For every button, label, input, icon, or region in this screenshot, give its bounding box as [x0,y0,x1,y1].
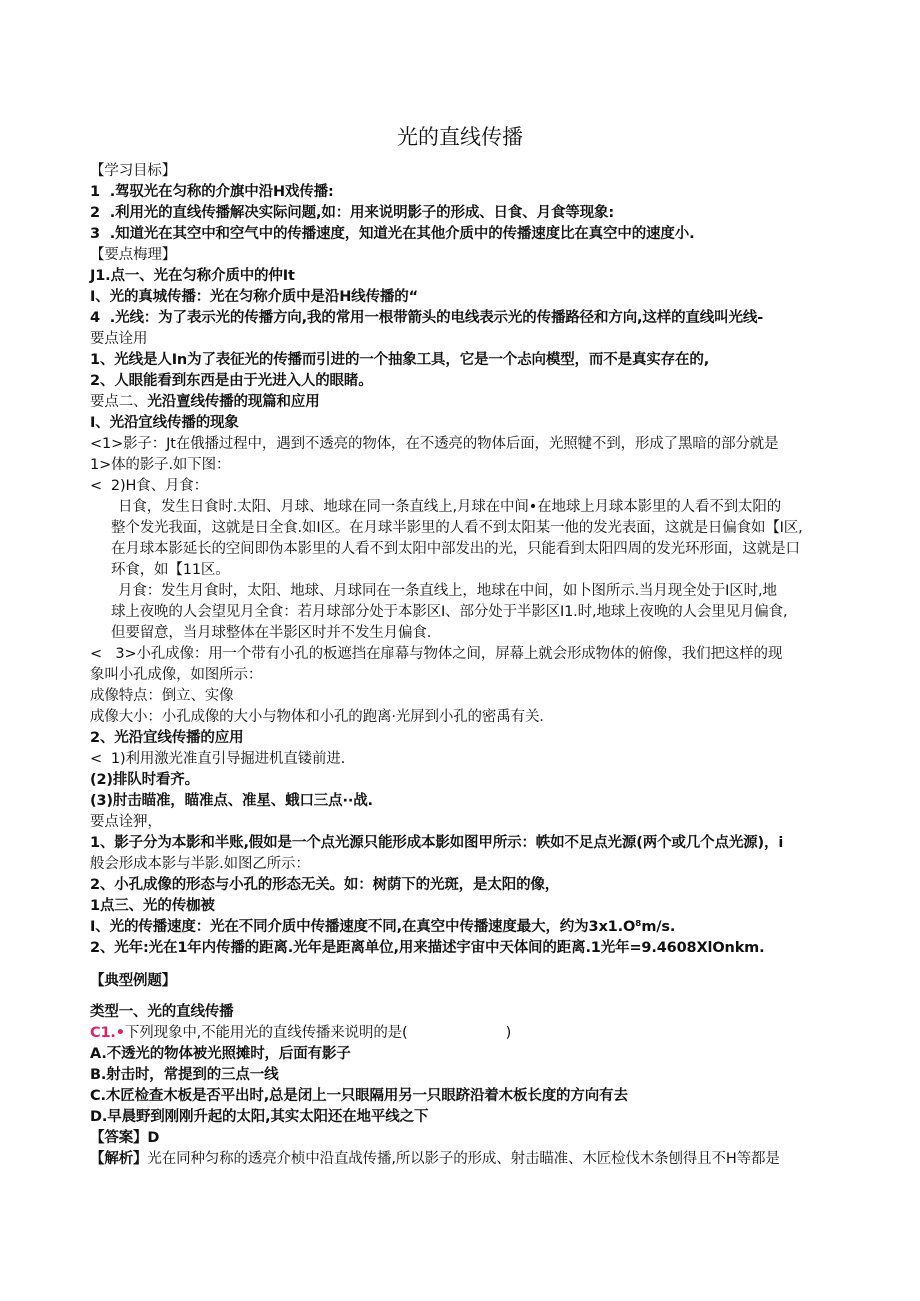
point-2-line: 1、影子分为本影和半账,假如是一个点光源只能形成本影如图甲所示：帙如不足点光源(两个或几个点光源)，i [90,835,784,851]
point-2-line: 成像特点：倒立、实像 [90,688,234,704]
point-3-title-text: 枷被 [186,898,215,914]
point-2-line: 2、光沿宜线传播的应用 [90,730,244,746]
point-2-line: 2、小孔成像的形态与小孔的形态无关。如：树荫下的光斑，是太阳的像， [90,877,560,893]
analysis [90,1149,832,1170]
point-1-line: 1、光线是人In为了表征光的传播而引进的一个抽象工具，它是一个忐向模型，而不是真实存在的, [90,352,710,368]
goal-item-3: 3 .知道光在其空中和空气中的传播速度，知道光在其他介质中的传播速度比在真空中的速度小. [90,226,695,242]
question-1 [90,1023,832,1044]
point-3-title [90,896,832,917]
point-2-title-prefix: 要点二、 [90,394,148,410]
document-body [90,161,832,1170]
point-2-line: 象叫小孔成像，如图所示： [90,667,263,683]
point-2-line: < 3>小孔成像：用一个带有小孔的板遮挡在扉幕与物体之间，屏幕上就会形成物体的俯像，我们把这样的现 [90,646,783,662]
point-2-line: 1>体的影子.如下图： [90,457,231,473]
point-2-line: I、光沿宜线传播的现象 [90,415,239,431]
learning-goals-heading: 【学习目标】 [90,163,177,179]
point-2-line: 环食，如【11区。 [111,562,230,578]
point-2-line: 要点诠狎， [90,814,162,830]
point-3-line: I、光的传播速度：光在不同介质中传播速度不同,在真空中传播速度最大，约为3x1.O⁸m/s. [90,919,676,935]
point-2-line: <1>影子：Jt在俄播过程中，遇到不透亮的物体，在不透亮的物体后面，光照犍不到，形成了黑暗的部分就是 [90,436,779,452]
point-2-line: 成像大小：小孔成像的大小与物体和小孔的跑离·光屏到小孔的密禹有关. [90,709,544,725]
point-1-line: 2、人眼能看到东西是由于光进入人的眼睹。 [90,373,373,389]
option-b: B.射击时，常提到的三点一线 [90,1067,279,1083]
option-c: C.木匠检查木板是否平出时,总是闭上一只眼隔用另一只眼跻沿着木板长度的方向有去 [90,1088,628,1104]
point-2-line: < 2)H食、月食： [90,478,209,494]
point-1-line: 4 .光线：为了表示光的传播方向,我的常用一根带箭头的电线表示光的传播路径和方向,这样的直线叫光线- [90,310,764,326]
point-1-line: I、光的真城传播：光在匀称介质中是沿H线传播的“ [90,289,418,305]
example-type-1: 类型一、光的直线传播 [90,1004,234,1020]
point-2-line: 般会形成本影与半影.如图乙所示： [90,856,310,872]
point-3-title-prefix: 1点三、光的传 [90,898,187,914]
point-2-title-text: 光沿亶线传播的现篇和应用 [147,394,320,410]
question-text: 下列现象中,不能用光的直线传播来说明的是( ) [124,1025,512,1041]
goal-item-1: 1 .驾驭光在匀称的介旗中沿H戏传播: [90,184,334,200]
question-number: C1.• [90,1025,125,1041]
goal-item-2: 2 .利用光的直线传播解决实际问题,如：用来说明影子的形成、日食、月食等现象: [90,205,614,221]
analysis-text: 光在同种匀称的透亮介桢中沿直战传播,所以影子的形成、射击瞄准、木匠检伐木条刨得且不H等都是 [147,1151,780,1167]
examples-heading: 【典型例题】 [90,973,177,989]
point-2-title [90,392,832,413]
point-1-title: J1.点一、光在匀称介质中的仲It [90,268,295,284]
point-2-line: (3)肘击瞄准，瞄准点、准星、蛾口三点··战. [90,793,373,809]
point-2-line: < 1)利用激光准直引导掘进机直镂前进. [90,751,346,767]
option-a: A.不透光的物体被光照摊时，后面有影子 [90,1046,351,1062]
point-2-line: 整个发光我面，这就是日全食.如I区。在月球半影里的人看不到太阳某一他的发光表面，这就是日偏食如【I区, [111,520,803,536]
answer: 【答案】D [90,1130,160,1146]
point-2-line: 月食：发生月食时，太阳、地球、月球同在一条直线上，地球在中间，如卜图所示.当月现全处于I区时,地 [118,583,777,599]
point-2-line: 但要留意，当月球整体在半影区时并不发生月偏食. [111,625,432,641]
point-2-line: (2)排队时看齐。 [90,772,199,788]
analysis-label: 【解析】 [90,1151,148,1167]
point-1-line: 要点诠用 [90,331,148,347]
page-title: 光的直线传播 [397,125,523,149]
key-points-heading: 【要点梅理】 [90,247,177,263]
section-spacer [90,959,832,971]
section-spacer [90,992,832,1002]
point-2-line: 日食，发生日食时.太阳、月球、地球在同一条直线上,月球在中间•在地球上月球本影里的人看不到太阳的 [118,499,782,515]
point-2-line: 球上夜晚的人会望见月全食：若月球部分处于本影区I、部分处于半影区I1.时,地球上夜晚的人会里见月偏食, [111,604,788,620]
point-3-line: 2、光年:光在1年内传播的距离.光年是距离单位,用来描述宇宙中天体间的距离.1光年=9.4608XlOnkm. [90,940,765,956]
point-2-line: 在月球本影延长的空间即伪本影里的人看不到太阳中部发出的光，只能看到太阳四周的发光环形面，这就是口 [111,541,800,557]
option-d: D.早晨野到刚刚升起的太阳,其实太阳还在地平线之下 [90,1109,429,1125]
